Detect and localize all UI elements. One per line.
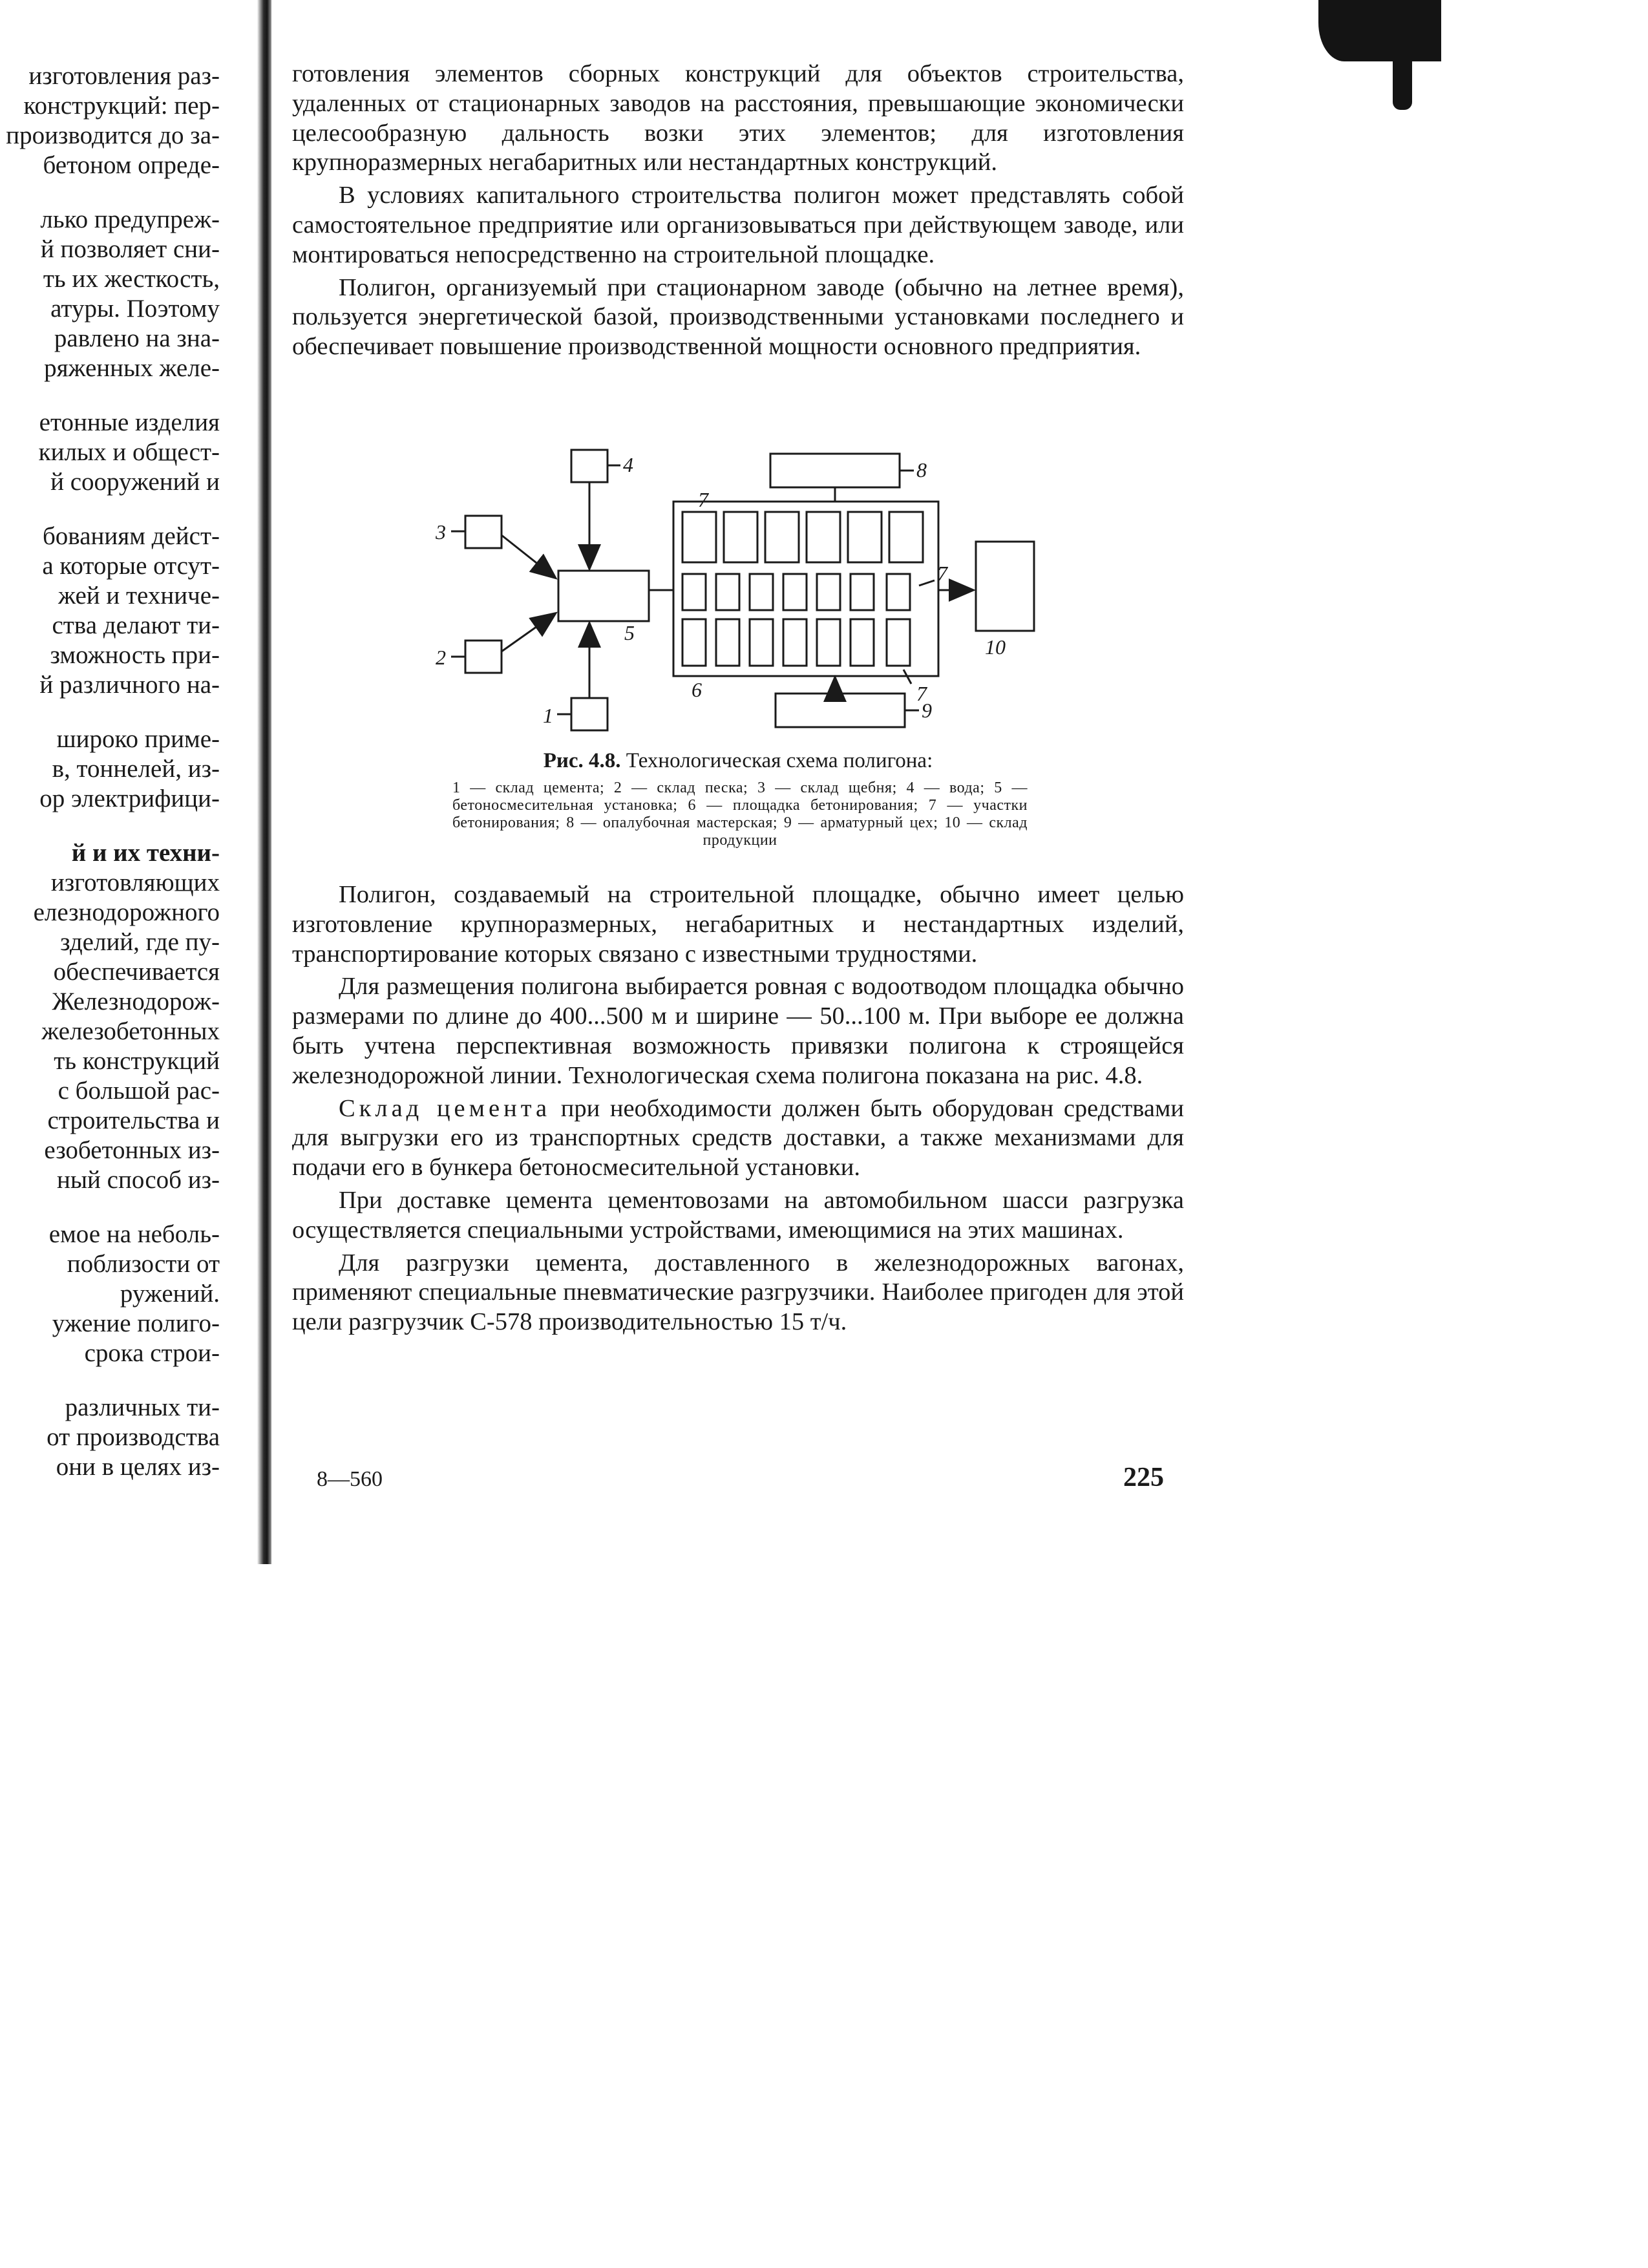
left-fragment-line: атуры. Поэтому [50,295,220,323]
left-fragment-line: ор электрифици- [39,785,220,812]
figure-caption [292,748,1184,773]
left-fragment-line: емое на неболь- [48,1220,220,1248]
left-fragment-line: ужение полиго- [52,1309,220,1337]
left-fragment-line: производится до за- [6,122,220,149]
left-fragment-line: ный способ из- [56,1166,220,1194]
left-fragment-line: конструкций: пер- [23,92,220,120]
technological-scheme-diagram [292,445,1184,748]
scan-corner-blot [1318,0,1441,61]
left-fragment-line: а которые отсут- [42,552,220,580]
page-number: 225 [1123,1463,1164,1492]
caption-prefix: Рис. 4.8. [543,749,621,772]
left-fragment-line: поблизости от [67,1250,220,1278]
paragraph: Полигон, создаваемый на строительной площадке, обычно имеет целью изготовление крупноразмерных, негабаритных и нестандартных изделий, транспортирование которых связано с известными трудностями. [292,881,1184,968]
label-4: 4 [623,453,633,476]
left-fragment-line: Железнодорож- [52,988,220,1015]
label-3: 3 [436,520,446,544]
left-fragment-line: й сооружений и [50,468,220,496]
label-7-top: 7 [698,488,708,511]
left-fragment-line: железобетонных [41,1017,220,1045]
left-fragment-line: ства делают ти- [52,611,220,639]
paragraph: Для разгрузки цемента, доставленного в железнодорожных вагонах, применяют специальные пневматические разгрузчики. Наиболее пригоден для этой цели разгрузчик С-578 производительностью 15 т/ч. [292,1249,1184,1336]
box-product-store [976,542,1034,631]
book-spine-shadow [257,0,271,1564]
box-mixer [558,571,649,621]
left-fragment-line: равлено на зна- [54,324,220,352]
paragraph-cement-store [292,1094,1184,1183]
paragraph: Полигон, организуемый при стационарном заводе (обычно на летнее время), пользуется энергетической базой, производственными установками последнего и обеспечивает повышение производственной мощности основного предприятия. [292,273,1184,361]
left-fragment-line: срока строи- [84,1339,220,1367]
paragraph: Для размещения полигона выбирается ровная с водоотводом площадка обычно размерами по длине до 400...500 м и ширине — 50...100 м. При выборе ее должна быть учтена перспективная возможность привязки полигона к строящейся железнодорожной линии. Технологическая схема полигона показана на рис. 4.8. [292,973,1184,1089]
left-fragment-line: зделий, где пу- [60,928,220,956]
left-fragment-line: широко приме- [56,725,220,753]
box-crushed-stone [465,516,502,548]
left-fragment-line: изготовляющих [50,869,220,896]
label-1: 1 [543,704,553,727]
box-sand [465,641,502,673]
left-fragment-line: различных ти- [65,1394,220,1421]
left-fragment-line: строительства и [47,1107,220,1134]
left-fragment-line: с большой рас- [58,1077,220,1105]
figure-4-8 [292,445,1184,858]
box-rebar-shop [776,694,905,727]
caption-title: Технологическая схема полигона: [626,749,933,772]
figure-legend: 1 — склад цемента; 2 — склад песка; 3 — склад щебня; 4 — вода; 5 — бетоносмесительная установка; 6 — площадка бетонирования; 7 — участки бетонирования; 8 — опалубочная мастерская; 9 — арматурный цех; 10 — склад продукции [452,779,1028,849]
label-7-right: 7 [937,562,947,585]
box-formwork-shop [770,454,900,487]
left-fragment-line: ружений. [120,1280,220,1308]
term-spaced: Склад цемента [339,1094,551,1122]
paragraph: При доставке цемента цементовозами на автомобильном шасси разгрузка осуществляется специальными устройствами, имеющимися на этих машинах. [292,1186,1184,1244]
paragraph: В условиях капитального строительства полигон может представлять собой самостоятельное предприятие или организовываться при действующем заводе, или монтироваться непосредственно на строительной площадке. [292,182,1184,268]
left-fragment-line: в, тоннелей, из- [52,755,220,783]
box-water [571,450,607,482]
label-2: 2 [436,646,446,669]
left-fragment-line: обеспечивается [53,958,220,986]
main-text-bottom [292,880,1184,1337]
left-fragment-line: ть конструкций [54,1047,220,1075]
left-fragment-line: жей и техниче- [58,582,220,609]
label-10: 10 [985,635,1006,659]
left-fragment-line: бетоном опреде- [43,151,220,179]
left-fragment-line: й и их техни- [71,839,220,867]
left-fragment-line: бованиям дейст- [42,522,220,550]
label-6: 6 [692,678,702,701]
signature-code: 8—560 [317,1467,383,1491]
left-fragment-line: лько предупреж- [40,206,220,233]
left-fragment-line: ряженных желе- [44,354,220,382]
left-fragment-line: зможность при- [50,641,220,669]
left-fragment-line: изготовления раз- [28,62,220,90]
left-fragment-line: килых и общест- [38,438,220,466]
left-fragment-line: й различного на- [39,671,220,699]
paragraph: готовления элементов сборных конструкций для объектов строительства, удаленных от стационарных заводов на расстояния, превышающие экономически целесообразную дальность возки этих элементов; для изготовления крупноразмерных негабаритных или нестандартных конструкций. [292,60,1184,176]
paragraph-rest: при необходимости должен быть оборудован средствами для выгрузки его из транспортных средств доставки, а также механизмами для подачи его в бункера бетоносмесительной установки. [292,1094,1184,1182]
left-fragment-line: елезнодорожного [33,898,220,926]
left-fragment-line: от производства [47,1423,220,1451]
left-fragment-line: етонные изделия [39,408,220,436]
left-page-fragment [0,61,220,1503]
label-9: 9 [922,699,932,722]
label-8: 8 [916,458,927,482]
left-fragment-line: они в целях из- [56,1453,220,1481]
left-fragment-line: й позволяет сни- [40,235,220,263]
left-fragment-line: ть их жесткость, [43,265,220,293]
label-5: 5 [624,621,635,644]
label-7-bottom: 7 [916,682,927,705]
box-cement [571,698,607,730]
main-text-top [292,59,1184,362]
left-fragment-line: езобетонных из- [44,1136,220,1164]
